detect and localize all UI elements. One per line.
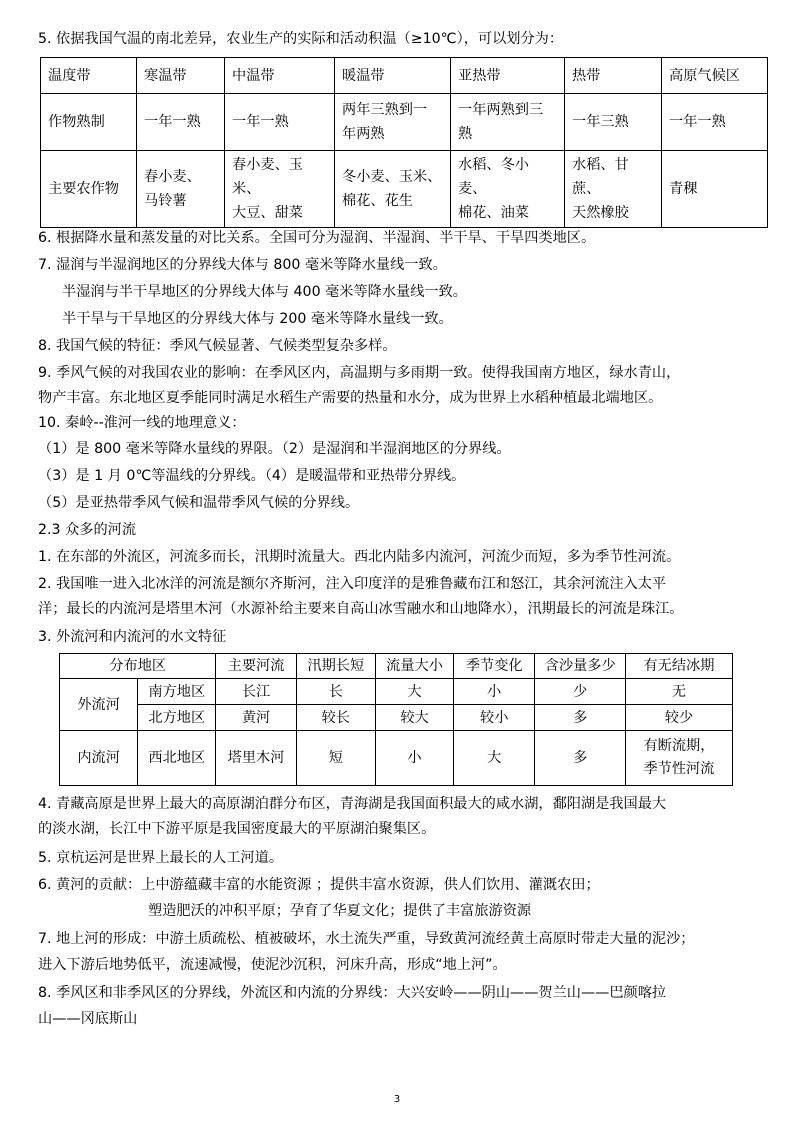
row-label: 主要农作物 — [41, 151, 137, 228]
cell-line: 水稻、甘蔗、 — [572, 157, 629, 197]
text-line: 3. 外流河和内流河的水文特征 — [38, 629, 227, 645]
text-line: 8. 我国气候的特征：季风气候显著、气候类型复杂多样。 — [38, 338, 397, 354]
header-cell: 寒温带 — [137, 58, 225, 94]
table-cell: 长 — [296, 679, 375, 705]
cell-line: 春小麦、玉米、 — [232, 157, 303, 197]
cell-line: 大豆、甜菜 — [232, 205, 303, 221]
text-line: 1. 在东部的外流区，河流多而长，汛期时流量大。西北内陆多内流河，河流少而短，多为季节性河流。 — [38, 549, 681, 565]
cell-line: 年两熟 — [342, 126, 385, 142]
river-hydrology-table — [59, 653, 733, 786]
row-label: 内流河 — [60, 731, 138, 786]
header-cell: 温度带 — [41, 58, 137, 94]
header-cell: 含沙量多少 — [535, 654, 626, 679]
text-line: 6. 黄河的贡献：上中游蕴藏丰富的水能资源 ；提供丰富水资源，供人们饮用、灌溉农田； — [38, 877, 600, 893]
text-line: 9. 季风气候的对我国农业的影响：在季风区内，高温期与多雨期一致。使得我国南方地区，绿水青山， — [38, 365, 681, 381]
table-row — [60, 731, 733, 786]
table-cell: 青稞 — [662, 151, 768, 228]
cell-line: 棉花、花生 — [342, 193, 413, 209]
text-line: 2. 我国唯一进入北冰洋的河流是额尔齐斯河，注入印度洋的是雅鲁藏布江和怒江，其余河流注入太平 — [38, 576, 667, 592]
table-cell: 南方地区 — [138, 679, 216, 705]
header-cell: 分布地区 — [60, 654, 216, 679]
cell-line: 一年两熟到三 — [458, 102, 544, 118]
cell-line: 春小麦、 — [144, 169, 201, 185]
table-cell: 大 — [375, 679, 453, 705]
text-line: 8. 季风区和非季风区的分界线，外流区和内流的分界线：大兴安岭——阴山——贺兰山——巴颜喀拉 — [38, 985, 667, 1001]
table-cell: 多 — [535, 705, 626, 731]
header-cell: 亚热带 — [451, 58, 565, 94]
text-line: 5. 依据我国气温的南北差异，农业生产的实际和活动积温（≥10℃），可以划分为： — [38, 31, 564, 47]
table-cell — [335, 151, 451, 228]
section-heading: 2.3 众多的河流 — [38, 522, 137, 538]
cell-line: 棉花、油菜 — [458, 205, 529, 221]
text-line: 山——冈底斯山 — [38, 1011, 138, 1027]
text-line: （3）是 1 月 0℃等温线的分界线。（4）是暖温带和亚热带分界线。 — [38, 468, 466, 484]
table-cell: 西北地区 — [138, 731, 216, 786]
table-header-row — [41, 58, 768, 94]
table-row — [60, 705, 733, 731]
table-cell: 小 — [375, 731, 453, 786]
table-cell — [451, 94, 565, 151]
table-cell: 较大 — [375, 705, 453, 731]
cell-line: 水稻、冬小麦、 — [458, 157, 529, 197]
header-cell: 中温带 — [225, 58, 335, 94]
table-cell: 一年一熟 — [662, 94, 768, 151]
table-cell — [335, 94, 451, 151]
table-cell: 一年三熟 — [565, 94, 662, 151]
table-cell: 多 — [535, 731, 626, 786]
table-cell: 一年一熟 — [225, 94, 335, 151]
table-cell: 一年一熟 — [137, 94, 225, 151]
cell-line: 熟 — [458, 126, 473, 142]
header-cell: 汛期长短 — [296, 654, 375, 679]
text-line: 6. 根据降水量和蒸发量的对比关系。全国可分为湿润、半湿润、半干旱、干旱四类地区。 — [38, 230, 596, 246]
cell-line: 天然橡胶 — [572, 205, 629, 221]
table-cell: 小 — [454, 679, 535, 705]
row-label: 外流河 — [60, 679, 138, 731]
table-row — [60, 679, 733, 705]
text-line: 物产丰富。东北地区夏季能同时满足水稻生产需要的热量和水分，成为世界上水稻种植最北端地区。 — [38, 390, 663, 406]
cell-line: 两年三熟到一 — [342, 102, 428, 118]
table-cell — [565, 151, 662, 228]
cell-line: 马铃薯 — [144, 193, 187, 209]
header-cell: 高原气候区 — [662, 58, 768, 94]
header-cell: 有无结冰期 — [625, 654, 732, 679]
table-cell: 塔里木河 — [216, 731, 296, 786]
text-line: 进入下游后地势低平，流速减慢，使泥沙沉积，河床升高，形成“地上河”。 — [38, 957, 507, 973]
table-cell: 无 — [625, 679, 732, 705]
page-number: 3 — [393, 1094, 401, 1105]
table-cell: 北方地区 — [138, 705, 216, 731]
text-line: （5）是亚热带季风气候和温带季风气候的分界线。 — [38, 495, 360, 511]
text-line: 7. 湿润与半湿润地区的分界线大体与 800 毫米等降水量线一致。 — [38, 257, 447, 273]
table-cell: 大 — [454, 731, 535, 786]
table-cell — [451, 151, 565, 228]
table-cell — [225, 151, 335, 228]
text-line: 4. 青藏高原是世界上最大的高原湖泊群分布区，青海湖是我国面积最大的咸水湖，鄱阳湖是我国最大 — [38, 796, 667, 812]
table-cell: 较少 — [625, 705, 732, 731]
table-row — [41, 151, 768, 228]
header-cell: 主要河流 — [216, 654, 296, 679]
text-line: 5. 京杭运河是世界上最长的人工河道。 — [38, 850, 284, 866]
table-row — [41, 94, 768, 151]
table-cell: 长江 — [216, 679, 296, 705]
header-cell: 流量大小 — [375, 654, 453, 679]
cell-line: 季节性河流 — [643, 761, 715, 777]
text-line: 10. 秦岭--淮河一线的地理意义： — [38, 415, 246, 431]
header-cell: 季节变化 — [454, 654, 535, 679]
table-cell: 短 — [296, 731, 375, 786]
table-header-row — [60, 654, 733, 679]
table-cell: 黄河 — [216, 705, 296, 731]
table-cell: 少 — [535, 679, 626, 705]
table-cell — [137, 151, 225, 228]
table-cell: 较小 — [454, 705, 535, 731]
header-cell: 暖温带 — [335, 58, 451, 94]
text-line: （1）是 800 毫米等降水量线的界限。（2）是湿润和半湿润地区的分界线。 — [38, 441, 511, 457]
text-line: 塑造肥沃的冲积平原；孕育了华夏文化；提供了丰富旅游资源 — [148, 903, 532, 919]
row-label: 作物熟制 — [41, 94, 137, 151]
table-cell: 较长 — [296, 705, 375, 731]
text-line: 7. 地上河的形成：中游土质疏松、植被破坏，水土流失严重，导致黄河流经黄土高原时带走大量的泥沙； — [38, 931, 695, 947]
text-line: 半干旱与干旱地区的分界线大体与 200 毫米等降水量线一致。 — [62, 311, 453, 327]
table-cell — [625, 731, 732, 786]
text-line: 半湿润与半干旱地区的分界线大体与 400 毫米等降水量线一致。 — [62, 284, 467, 300]
temperature-zone-table — [40, 57, 768, 228]
cell-line: 有断流期， — [643, 738, 715, 754]
text-line: 洋；最长的内流河是塔里木河（水源补给主要来自高山冰雪融水和山地降水），汛期最长的河流是珠江。 — [38, 601, 684, 617]
cell-line: 冬小麦、玉米、 — [342, 169, 442, 185]
text-line: 的淡水湖，长江中下游平原是我国密度最大的平原湖泊聚集区。 — [38, 821, 436, 837]
header-cell: 热带 — [565, 58, 662, 94]
